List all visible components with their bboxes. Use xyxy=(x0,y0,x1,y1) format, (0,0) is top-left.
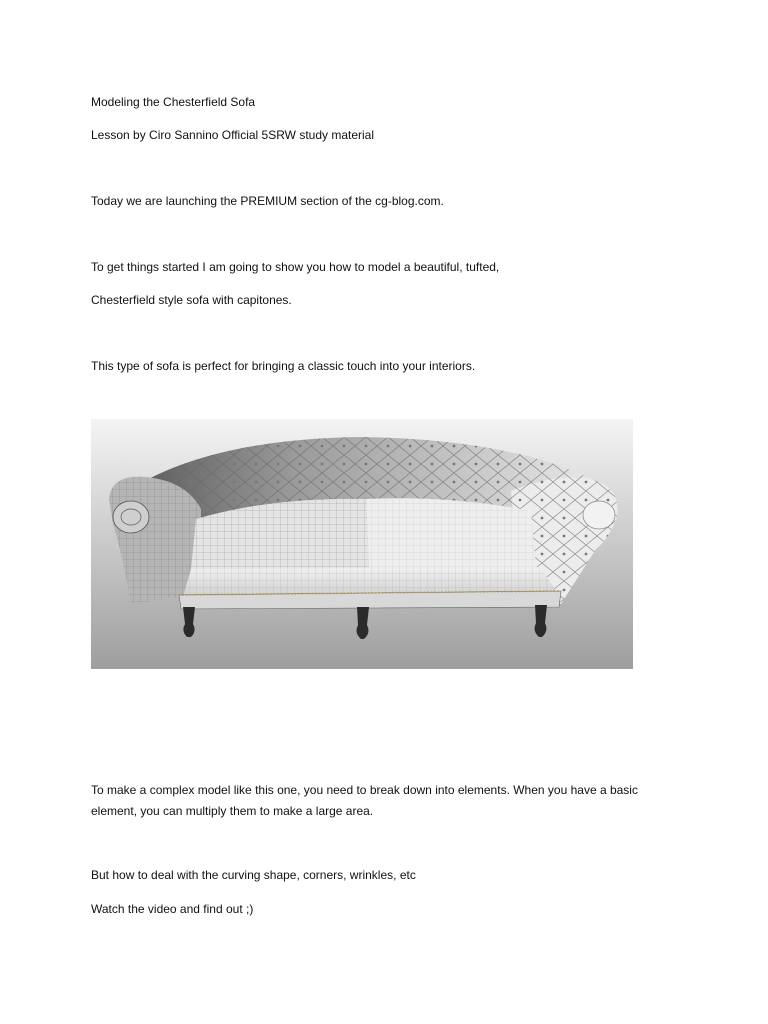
paragraph: Today we are launching the PREMIUM section of the cg-blog.com. xyxy=(91,194,444,208)
paragraph: But how to deal with the curving shape, corners, wrinkles, etc xyxy=(91,868,416,882)
paragraph: To get things started I am going to show you how to model a beautiful, tufted, xyxy=(91,260,500,274)
paragraph: This type of sofa is perfect for bringing a classic touch into your interiors. xyxy=(91,359,476,373)
paragraph: Watch the video and find out ;) xyxy=(91,902,254,916)
sofa-cushions xyxy=(191,498,536,572)
document-title: Modeling the Chesterfield Sofa xyxy=(91,95,256,109)
sofa-seat-base xyxy=(179,567,561,609)
paragraph: element, you can multiply them to make a large area. xyxy=(91,804,374,818)
byline: Lesson by Ciro Sannino Official 5SRW study material xyxy=(91,128,375,142)
sofa-image xyxy=(91,419,633,669)
paragraph: Chesterfield style sofa with capitones. xyxy=(91,293,292,307)
paragraph: To make a complex model like this one, you need to break down into elements. When you have a basic xyxy=(91,783,638,797)
